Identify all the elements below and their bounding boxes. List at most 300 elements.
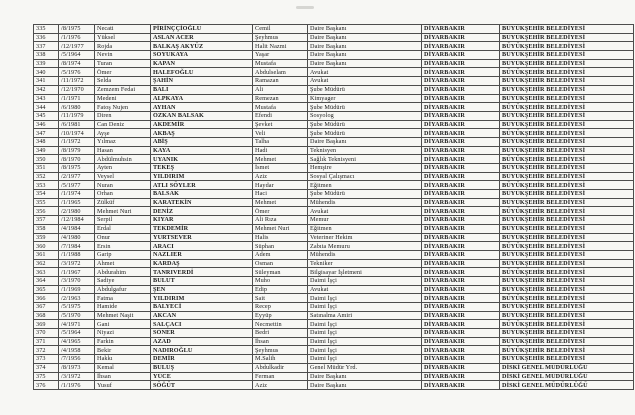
table-row: [34, 25, 634, 34]
cell-first_name: Abdurahim: [95, 268, 151, 277]
table-row: [34, 268, 634, 277]
cell-father_name: Recep: [253, 303, 308, 312]
cell-title: Daire Başkanı: [308, 51, 422, 60]
cell-first_name: Ayten: [95, 164, 151, 173]
cell-institution: BÜYÜKŞEHİR BELEDİYESİ: [500, 164, 634, 173]
cell-first_name: Nevin: [95, 51, 151, 60]
cell-first_name: Zemzem Fedai: [95, 85, 151, 94]
cell-province: DİYARBAKIR: [422, 216, 500, 225]
cell-institution: BÜYÜKŞEHİR BELEDİYESİ: [500, 268, 634, 277]
cell-first_name: Selda: [95, 77, 151, 86]
cell-title: Daire Başkanı: [308, 137, 422, 146]
cell-title: Teknisyen: [308, 146, 422, 155]
cell-date: /3/1972: [59, 259, 95, 268]
cell-father_name: Aziz: [253, 172, 308, 181]
cell-province: DİYARBAKIR: [422, 68, 500, 77]
cell-date: /8/1975: [59, 25, 95, 34]
cell-first_name: Yusuf: [95, 381, 151, 390]
cell-father_name: Eyyüp: [253, 311, 308, 320]
table-row: [34, 355, 634, 364]
cell-no: 335: [34, 25, 59, 34]
cell-first_name: Yüksel: [95, 33, 151, 42]
cell-first_name: Garip: [95, 250, 151, 259]
cell-last_name: ALPKAYA: [151, 94, 253, 103]
table-row: [34, 181, 634, 190]
cell-date: /1/1967: [59, 268, 95, 277]
cell-father_name: Abdulselam: [253, 68, 308, 77]
table-row: [34, 346, 634, 355]
table-row: [34, 198, 634, 207]
cell-last_name: YILDIRIM: [151, 172, 253, 181]
cell-date: /10/1974: [59, 129, 95, 138]
cell-province: DİYARBAKIR: [422, 77, 500, 86]
cell-first_name: Fatma: [95, 294, 151, 303]
cell-first_name: Sadiye: [95, 276, 151, 285]
table-row: [34, 233, 634, 242]
cell-institution: BÜYÜKŞEHİR BELEDİYESİ: [500, 68, 634, 77]
cell-title: Şube Müdürü: [308, 120, 422, 129]
cell-no: 374: [34, 363, 59, 372]
cell-father_name: Halit Nazmi: [253, 42, 308, 51]
cell-last_name: BALYECİ: [151, 303, 253, 312]
cell-date: /4/1958: [59, 346, 95, 355]
table-row: [34, 329, 634, 338]
cell-no: 361: [34, 250, 59, 259]
table-row: [34, 337, 634, 346]
cell-last_name: YILDIRIM: [151, 294, 253, 303]
cell-province: DİYARBAKIR: [422, 155, 500, 164]
cell-no: 337: [34, 42, 59, 51]
cell-title: Zabıta Memuru: [308, 242, 422, 251]
cell-title: Daimi İşçi: [308, 329, 422, 338]
cell-date: /8/1979: [59, 146, 95, 155]
cell-date: /1/1976: [59, 33, 95, 42]
table-row: [34, 120, 634, 129]
cell-date: /1/1976: [59, 381, 95, 390]
cell-last_name: UYANIK: [151, 155, 253, 164]
cell-no: 345: [34, 111, 59, 120]
cell-institution: BÜYÜKŞEHİR BELEDİYESİ: [500, 329, 634, 338]
cell-institution: BÜYÜKŞEHİR BELEDİYESİ: [500, 137, 634, 146]
cell-province: DİYARBAKIR: [422, 363, 500, 372]
cell-institution: BÜYÜKŞEHİR BELEDİYESİ: [500, 259, 634, 268]
cell-title: Eğitmen: [308, 224, 422, 233]
cell-father_name: Halis: [253, 233, 308, 242]
cell-no: 370: [34, 329, 59, 338]
table-row: [34, 42, 634, 51]
cell-province: DİYARBAKIR: [422, 268, 500, 277]
cell-father_name: İhsan: [253, 337, 308, 346]
cell-first_name: Necati: [95, 25, 151, 34]
cell-province: DİYARBAKIR: [422, 172, 500, 181]
cell-date: /1/1965: [59, 198, 95, 207]
cell-first_name: Hakkı: [95, 355, 151, 364]
cell-father_name: Mustafa: [253, 59, 308, 68]
cell-father_name: Efendi: [253, 111, 308, 120]
cell-first_name: Hamide: [95, 303, 151, 312]
cell-father_name: Şeyhmus: [253, 33, 308, 42]
table-row: [34, 372, 634, 381]
cell-father_name: Şevket: [253, 120, 308, 129]
cell-institution: BÜYÜKŞEHİR BELEDİYESİ: [500, 207, 634, 216]
cell-institution: BÜYÜKŞEHİR BELEDİYESİ: [500, 276, 634, 285]
cell-father_name: Mustafa: [253, 103, 308, 112]
cell-first_name: Veysel: [95, 172, 151, 181]
cell-father_name: Haci: [253, 190, 308, 199]
table-row: [34, 172, 634, 181]
cell-title: Daimi İşçi: [308, 303, 422, 312]
cell-institution: BÜYÜKŞEHİR BELEDİYESİ: [500, 59, 634, 68]
cell-last_name: PİRİNÇÇİOĞLU: [151, 25, 253, 34]
cell-date: /11/1972: [59, 77, 95, 86]
cell-no: 347: [34, 129, 59, 138]
cell-institution: BÜYÜKŞEHİR BELEDİYESİ: [500, 285, 634, 294]
cell-last_name: KAYA: [151, 146, 253, 155]
cell-first_name: Onur: [95, 233, 151, 242]
cell-title: Daire Başkanı: [308, 372, 422, 381]
table-row: [34, 137, 634, 146]
cell-father_name: Cemil: [253, 25, 308, 34]
cell-last_name: ARACI: [151, 242, 253, 251]
cell-date: /8/1973: [59, 363, 95, 372]
cell-father_name: Ali: [253, 85, 308, 94]
cell-date: /3/1970: [59, 276, 95, 285]
table-row: [34, 190, 634, 199]
cell-province: DİYARBAKIR: [422, 111, 500, 120]
cell-institution: BÜYÜKŞEHİR BELEDİYESİ: [500, 311, 634, 320]
table-row: [34, 59, 634, 68]
cell-province: DİYARBAKIR: [422, 381, 500, 390]
cell-province: DİYARBAKIR: [422, 224, 500, 233]
cell-date: /12/1984: [59, 216, 95, 225]
cell-first_name: Mehmet Naşit: [95, 311, 151, 320]
cell-institution: BÜYÜKŞEHİR BELEDİYESİ: [500, 198, 634, 207]
cell-institution: BÜYÜKŞEHİR BELEDİYESİ: [500, 103, 634, 112]
table-row: [34, 320, 634, 329]
cell-first_name: Mehmet Nuri: [95, 207, 151, 216]
table-row: [34, 103, 634, 112]
cell-title: Veteriner Hekim: [308, 233, 422, 242]
cell-title: Hemşire: [308, 164, 422, 173]
cell-title: Daimi İşçi: [308, 276, 422, 285]
cell-last_name: DENİZ: [151, 207, 253, 216]
cell-no: 375: [34, 372, 59, 381]
table-row: [34, 250, 634, 259]
cell-province: DİYARBAKIR: [422, 181, 500, 190]
cell-title: Sağlık Teknisyeni: [308, 155, 422, 164]
cell-institution: BÜYÜKŞEHİR BELEDİYESİ: [500, 77, 634, 86]
cell-province: DİYARBAKIR: [422, 346, 500, 355]
cell-no: 342: [34, 85, 59, 94]
cell-date: /8/1974: [59, 59, 95, 68]
table-row: [34, 111, 634, 120]
cell-institution: BÜYÜKŞEHİR BELEDİYESİ: [500, 155, 634, 164]
cell-no: 362: [34, 259, 59, 268]
cell-institution: DİSKİ GENEL MÜDÜRLÜĞÜ: [500, 372, 634, 381]
cell-last_name: AZAD: [151, 337, 253, 346]
cell-institution: DİSKİ GENEL MÜDÜRLÜĞÜ: [500, 363, 634, 372]
cell-province: DİYARBAKIR: [422, 137, 500, 146]
cell-province: DİYARBAKIR: [422, 198, 500, 207]
cell-title: Avukat: [308, 285, 422, 294]
cell-province: DİYARBAKIR: [422, 94, 500, 103]
cell-date: /3/1972: [59, 372, 95, 381]
cell-first_name: Can Deniz: [95, 120, 151, 129]
cell-province: DİYARBAKIR: [422, 311, 500, 320]
cell-no: 339: [34, 59, 59, 68]
cell-last_name: YÜCE: [151, 372, 253, 381]
cell-first_name: Ahmet: [95, 259, 151, 268]
cell-title: Avukat: [308, 68, 422, 77]
cell-father_name: Muho: [253, 276, 308, 285]
cell-no: 338: [34, 51, 59, 60]
cell-first_name: Yılmaz: [95, 137, 151, 146]
cell-father_name: Haydar: [253, 181, 308, 190]
cell-father_name: Adem: [253, 250, 308, 259]
cell-last_name: NADIROĞLU: [151, 346, 253, 355]
cell-title: Şube Müdürü: [308, 190, 422, 199]
cell-province: DİYARBAKIR: [422, 103, 500, 112]
table-row: [34, 285, 634, 294]
cell-no: 350: [34, 155, 59, 164]
cell-father_name: Osman: [253, 259, 308, 268]
cell-date: /1/1974: [59, 190, 95, 199]
cell-institution: BÜYÜKŞEHİR BELEDİYESİ: [500, 111, 634, 120]
cell-date: /5/1977: [59, 181, 95, 190]
cell-institution: BÜYÜKŞEHİR BELEDİYESİ: [500, 346, 634, 355]
cell-date: /1/1988: [59, 250, 95, 259]
cell-first_name: Ayşe: [95, 129, 151, 138]
cell-no: 344: [34, 103, 59, 112]
cell-last_name: ŞAHİN: [151, 77, 253, 86]
cell-first_name: Niyazi: [95, 329, 151, 338]
cell-province: DİYARBAKIR: [422, 42, 500, 51]
cell-title: Daire Başkanı: [308, 42, 422, 51]
cell-father_name: Şeyhmus: [253, 346, 308, 355]
table-row: [34, 242, 634, 251]
cell-last_name: AKBAŞ: [151, 129, 253, 138]
cell-province: DİYARBAKIR: [422, 207, 500, 216]
cell-first_name: Serpil: [95, 216, 151, 225]
cell-institution: BÜYÜKŞEHİR BELEDİYESİ: [500, 303, 634, 312]
cell-title: Mühendis: [308, 250, 422, 259]
cell-date: /2/1977: [59, 172, 95, 181]
cell-province: DİYARBAKIR: [422, 329, 500, 338]
cell-province: DİYARBAKIR: [422, 250, 500, 259]
table-row: [34, 94, 634, 103]
cell-province: DİYARBAKIR: [422, 51, 500, 60]
cell-title: Daire Başkanı: [308, 381, 422, 390]
cell-no: 372: [34, 346, 59, 355]
table-row: [34, 164, 634, 173]
cell-date: /4/1984: [59, 224, 95, 233]
cell-province: DİYARBAKIR: [422, 233, 500, 242]
table-row: [34, 294, 634, 303]
cell-first_name: İhsan: [95, 372, 151, 381]
cell-first_name: Bekir: [95, 346, 151, 355]
cell-institution: BÜYÜKŞEHİR BELEDİYESİ: [500, 120, 634, 129]
cell-last_name: NAZLIER: [151, 250, 253, 259]
cell-province: DİYARBAKIR: [422, 33, 500, 42]
cell-last_name: BULUT: [151, 276, 253, 285]
cell-first_name: Hasan: [95, 146, 151, 155]
cell-father_name: Hadi: [253, 146, 308, 155]
cell-last_name: YURTSEVER: [151, 233, 253, 242]
cell-date: /1/1971: [59, 94, 95, 103]
cell-date: /12/1970: [59, 85, 95, 94]
cell-father_name: M.Salih: [253, 355, 308, 364]
cell-institution: BÜYÜKŞEHİR BELEDİYESİ: [500, 320, 634, 329]
table-row: [34, 33, 634, 42]
cell-no: 351: [34, 164, 59, 173]
table-row: [34, 276, 634, 285]
cell-last_name: BULUŞ: [151, 363, 253, 372]
cell-last_name: SALÇACI: [151, 320, 253, 329]
cell-date: /2/1963: [59, 294, 95, 303]
table-row: [34, 207, 634, 216]
cell-title: Avukat: [308, 207, 422, 216]
cell-province: DİYARBAKIR: [422, 285, 500, 294]
cell-province: DİYARBAKIR: [422, 190, 500, 199]
cell-date: /11/1979: [59, 111, 95, 120]
cell-province: DİYARBAKIR: [422, 164, 500, 173]
cell-date: /2/1980: [59, 207, 95, 216]
table-row: [34, 51, 634, 60]
cell-province: DİYARBAKIR: [422, 303, 500, 312]
cell-last_name: TANRIVERDİ: [151, 268, 253, 277]
cell-title: Sosyolog: [308, 111, 422, 120]
cell-date: /5/1970: [59, 311, 95, 320]
cell-no: 366: [34, 294, 59, 303]
table-row: [34, 381, 634, 390]
cell-no: 368: [34, 311, 59, 320]
cell-province: DİYARBAKIR: [422, 146, 500, 155]
cell-institution: BÜYÜKŞEHİR BELEDİYESİ: [500, 94, 634, 103]
cell-province: DİYARBAKIR: [422, 337, 500, 346]
cell-province: DİYARBAKIR: [422, 372, 500, 381]
cell-title: Daire Başkanı: [308, 59, 422, 68]
cell-no: 360: [34, 242, 59, 251]
cell-title: Mühendis: [308, 198, 422, 207]
cell-institution: BÜYÜKŞEHİR BELEDİYESİ: [500, 355, 634, 364]
cell-date: /5/1976: [59, 68, 95, 77]
cell-no: 346: [34, 120, 59, 129]
cell-father_name: Ali Rıza: [253, 216, 308, 225]
cell-father_name: Bedri: [253, 329, 308, 338]
cell-institution: BÜYÜKŞEHİR BELEDİYESİ: [500, 42, 634, 51]
cell-last_name: KAPAN: [151, 59, 253, 68]
scan-artifact-mark: [296, 6, 314, 9]
cell-institution: BÜYÜKŞEHİR BELEDİYESİ: [500, 250, 634, 259]
cell-title: Daire Başkanı: [308, 25, 422, 34]
cell-last_name: BALKAŞ AKYÜZ: [151, 42, 253, 51]
cell-last_name: KARATEKİN: [151, 198, 253, 207]
cell-father_name: Ferman: [253, 372, 308, 381]
cell-no: 363: [34, 268, 59, 277]
cell-last_name: ABİŞ: [151, 137, 253, 146]
cell-no: 365: [34, 285, 59, 294]
cell-institution: BÜYÜKŞEHİR BELEDİYESİ: [500, 51, 634, 60]
cell-father_name: Edip: [253, 285, 308, 294]
cell-title: Bilgisayar İşletmeni: [308, 268, 422, 277]
cell-no: 373: [34, 355, 59, 364]
cell-province: DİYARBAKIR: [422, 294, 500, 303]
cell-date: /6/1981: [59, 120, 95, 129]
cell-institution: BÜYÜKŞEHİR BELEDİYESİ: [500, 33, 634, 42]
cell-last_name: SOYUKAYA: [151, 51, 253, 60]
cell-first_name: Ersin: [95, 242, 151, 251]
cell-province: DİYARBAKIR: [422, 320, 500, 329]
table-row: [34, 216, 634, 225]
cell-institution: BÜYÜKŞEHİR BELEDİYESİ: [500, 129, 634, 138]
cell-title: Daimi İşçi: [308, 346, 422, 355]
cell-title: Tekniker: [308, 259, 422, 268]
cell-institution: BÜYÜKŞEHİR BELEDİYESİ: [500, 224, 634, 233]
cell-no: 341: [34, 77, 59, 86]
cell-first_name: Rojda: [95, 42, 151, 51]
cell-no: 371: [34, 337, 59, 346]
table-row: [34, 68, 634, 77]
cell-no: 357: [34, 216, 59, 225]
cell-institution: BÜYÜKŞEHİR BELEDİYESİ: [500, 337, 634, 346]
cell-title: Şube Müdürü: [308, 103, 422, 112]
cell-province: DİYARBAKIR: [422, 25, 500, 34]
cell-no: 348: [34, 137, 59, 146]
cell-title: Eğitmen: [308, 181, 422, 190]
cell-father_name: Ömer: [253, 207, 308, 216]
cell-first_name: Abdülmuhsin: [95, 155, 151, 164]
cell-last_name: HALEFOĞLU: [151, 68, 253, 77]
cell-institution: BÜYÜKŞEHİR BELEDİYESİ: [500, 146, 634, 155]
cell-no: 367: [34, 303, 59, 312]
cell-no: 369: [34, 320, 59, 329]
cell-no: 343: [34, 94, 59, 103]
cell-last_name: BALI: [151, 85, 253, 94]
cell-father_name: Talha: [253, 137, 308, 146]
cell-first_name: Turan: [95, 59, 151, 68]
cell-last_name: ATLI SÖYLER: [151, 181, 253, 190]
cell-date: /5/1975: [59, 303, 95, 312]
table-row: [34, 85, 634, 94]
cell-last_name: KARDAŞ: [151, 259, 253, 268]
cell-title: Kimyager: [308, 94, 422, 103]
cell-father_name: Mehmet: [253, 198, 308, 207]
cell-no: 340: [34, 68, 59, 77]
cell-no: 355: [34, 198, 59, 207]
cell-date: /7/1956: [59, 355, 95, 364]
cell-institution: BÜYÜKŞEHİR BELEDİYESİ: [500, 181, 634, 190]
cell-no: 336: [34, 33, 59, 42]
cell-province: DİYARBAKIR: [422, 355, 500, 364]
cell-last_name: SÖNER: [151, 329, 253, 338]
cell-province: DİYARBAKIR: [422, 242, 500, 251]
cell-father_name: Süphan: [253, 242, 308, 251]
cell-title: Daimi İşçi: [308, 355, 422, 364]
cell-institution: BÜYÜKŞEHİR BELEDİYESİ: [500, 294, 634, 303]
cell-title: Sosyal Çalışmacı: [308, 172, 422, 181]
table-row: [34, 77, 634, 86]
cell-father_name: Süleyman: [253, 268, 308, 277]
cell-date: /12/1977: [59, 42, 95, 51]
cell-title: Daimi İşçi: [308, 294, 422, 303]
table-row: [34, 146, 634, 155]
cell-father_name: Remezan: [253, 94, 308, 103]
cell-date: /4/1971: [59, 320, 95, 329]
cell-father_name: Abdulkadir: [253, 363, 308, 372]
cell-date: /5/1964: [59, 51, 95, 60]
cell-first_name: Nuran: [95, 181, 151, 190]
cell-date: /6/1980: [59, 103, 95, 112]
